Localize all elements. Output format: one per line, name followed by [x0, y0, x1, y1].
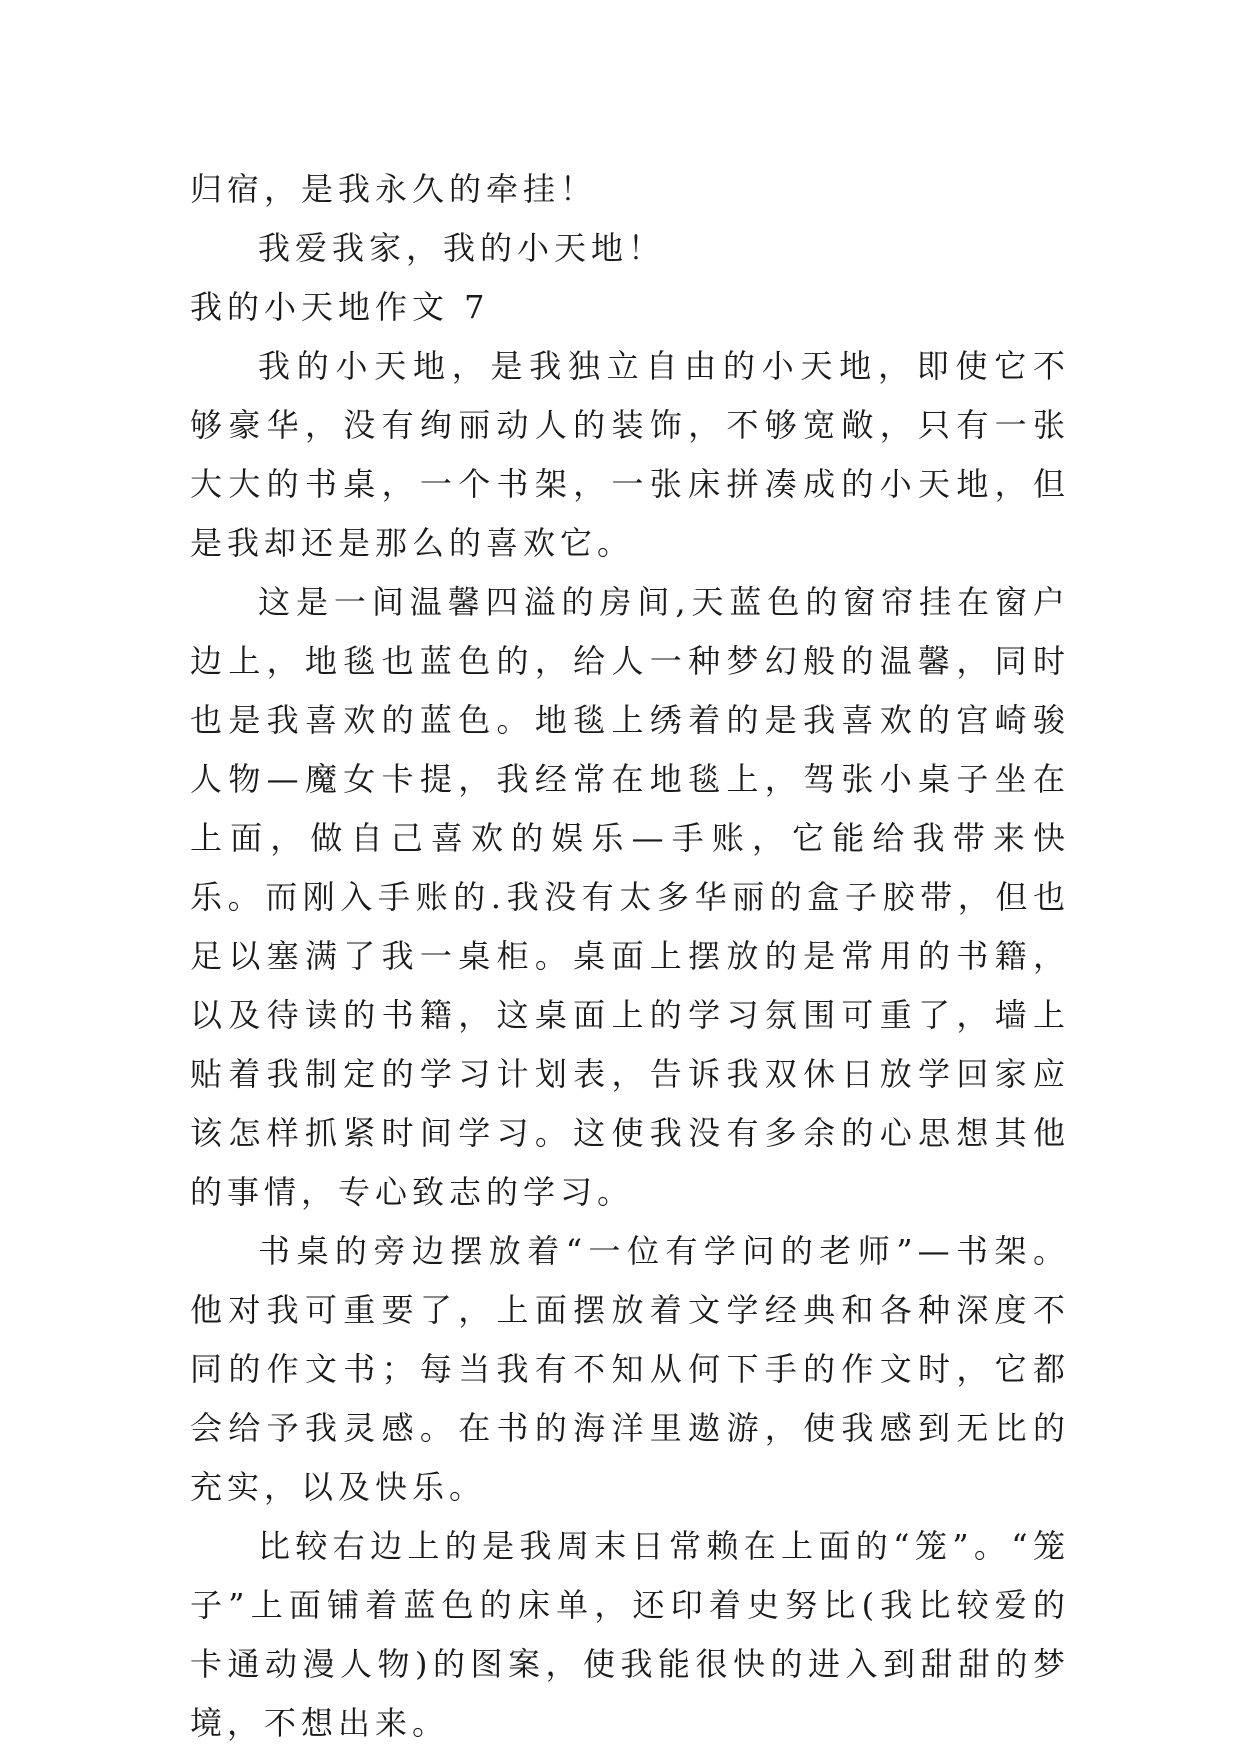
- paragraph-bed: 比较右边上的是我周末日常赖在上面的“笼”。“笼子”上面铺着蓝色的床单，还印着史努比(我比较爱的卡通动漫人物)的图案，使我能很快的进入到甜甜的梦境，不想出来。: [190, 1527, 1070, 1742]
- paragraph-bookshelf: 书桌的旁边摆放着“一位有学问的老师”—书架。他对我可重要了，上面摆放着文学经典和各种深度不同的作文书；每当我有不知从何下手的作文时，它都会给予我灵感。在书的海洋里遨游，使我感到无比的充实，以及快乐。: [190, 1232, 1070, 1506]
- paragraph-intro: 我的小天地，是我独立自由的小天地，即使它不够豪华，没有绚丽动人的装饰，不够宽敞，只有一张大大的书桌，一个书架，一张床拼凑成的小天地，但是我却还是那么的喜欢它。: [190, 347, 1070, 562]
- paragraph-room-description: 这是一间温馨四溢的房间,天蓝色的窗帘挂在窗户边上，地毯也蓝色的，给人一种梦幻般的温馨，同时也是我喜欢的蓝色。地毯上绣着的是我喜欢的宫崎骏人物—魔女卡提，我经常在地毯上，驾张小桌子坐在上面，做自己喜欢的娱乐—手账，它能给我带来快乐。而刚入手账的.我没有太多华丽的盒子胶带，但也足以塞满了我一桌柜。桌面上摆放的是常用的书籍，以及待读的书籍，这桌面上的学习氛围可重了，墙上贴着我制定的学习计划表，告诉我双休日放学回家应该怎样抓紧时间学习。这使我没有多余的心思想其他的事情，专心致志的学习。: [190, 583, 1070, 1211]
- paragraph-closing-line: 归宿，是我永久的牵挂！: [190, 170, 598, 208]
- document-body: [190, 160, 1070, 1753]
- essay-title: 我的小天地作文 7: [190, 288, 490, 326]
- paragraph-closing-exclamation: 我爱我家，我的小天地！: [258, 229, 666, 267]
